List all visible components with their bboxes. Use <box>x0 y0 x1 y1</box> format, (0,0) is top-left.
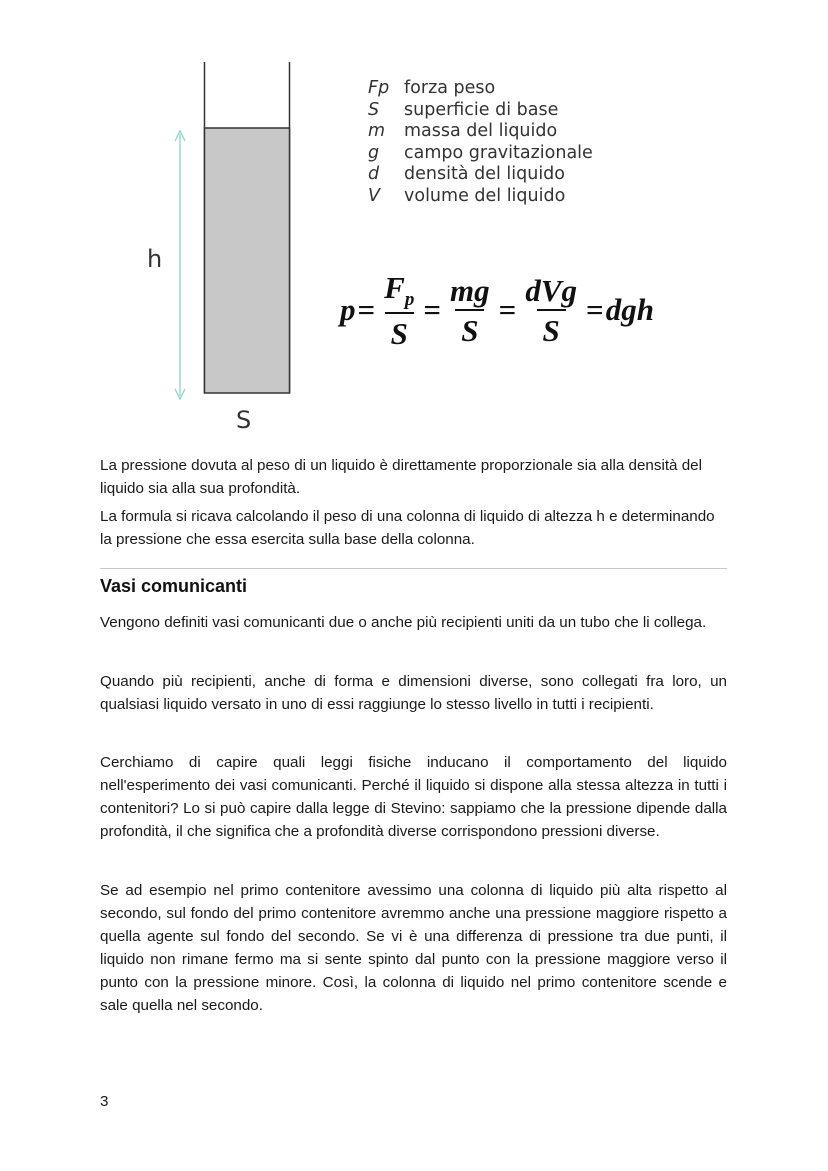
formula-equals: = <box>357 292 376 327</box>
fraction-numerator: F <box>384 269 405 305</box>
legend-row <box>368 100 593 122</box>
paragraph-stevino: Cerchiamo di capire quali leggi fisiche inducano il comportamento del liquido nell'esperimento dei vasi comunicanti. Perché il liquido si dispone alla stessa altezza in tutti i contenitori? Lo si può capire dalla legge di Stevino: sappiamo che la pressione dipende dalla profondità, il che significa che a profondità diverse corrispondono pressioni diverse. <box>100 754 727 840</box>
paragraph-same-level: Quando più recipienti, anche di forma e dimensioni diverse, sono collegati fra loro, un qualsiasi liquido versato in uno di essi raggiunge lo stesso livello in tutti i recipienti. <box>100 673 727 713</box>
section-divider <box>100 568 727 569</box>
legend-symbol: V <box>368 185 380 206</box>
symbol-legend <box>368 78 593 208</box>
legend-symbol: g <box>368 142 380 163</box>
legend-symbol: S <box>368 99 380 120</box>
formula-equals: = <box>498 292 517 327</box>
pressure-figure <box>0 0 828 450</box>
pressure-formula <box>340 270 654 350</box>
paragraph-definition: Vengono definiti vasi comunicanti due o anche più recipienti uniti da un tubo che li collega. <box>100 614 707 631</box>
legend-meaning: campo gravitazionale <box>404 142 593 163</box>
formula-equals: = <box>586 292 604 327</box>
legend-row <box>368 78 593 100</box>
paragraph-example: Se ad esempio nel primo contenitore avessimo una colonna di liquido più alta rispetto al secondo, sul fondo del primo contenitore avremmo anche una pressione maggiore rispetto a quella agente sul fondo del secondo. Se vi è una differenza di pressione tra due punti, il liquido non rimane fermo ma si sente spinto dal punto con la pressione maggiore verso il punto con la pressione minore. Così, la colonna di liquido nel primo contenitore scende e sale quella nel secondo. <box>100 882 727 1014</box>
legend-row <box>368 143 593 165</box>
fraction-denominator: S <box>537 309 566 346</box>
liquid-column <box>205 128 290 393</box>
fraction-denominator: S <box>385 312 414 349</box>
legend-row <box>368 186 593 208</box>
fraction-denominator: S <box>455 309 484 346</box>
legend-meaning: volume del liquido <box>404 185 566 206</box>
fraction-mass <box>446 272 494 348</box>
column-diagram <box>0 0 828 450</box>
formula-lhs: p <box>340 292 356 327</box>
legend-symbol: Fp <box>368 78 390 98</box>
base-label: S <box>236 406 252 434</box>
formula-equals: = <box>423 292 442 327</box>
paragraph-pressure-proportional: La pressione dovuta al peso di un liquido è direttamente proporzionale sia alla densità del liquido sia alla sua profondità. <box>100 457 702 497</box>
legend-row <box>368 121 593 143</box>
legend-symbol: m <box>368 121 386 142</box>
fraction-force <box>380 269 418 351</box>
legend-meaning: superficie di base <box>404 99 559 120</box>
formula-rhs: dgh <box>605 292 654 327</box>
fraction-numerator: dVg <box>525 272 578 308</box>
height-label: h <box>147 245 163 273</box>
fraction-density <box>521 272 581 348</box>
legend-symbol: d <box>368 164 380 185</box>
legend-row <box>368 164 593 186</box>
fraction-subscript: p <box>404 288 415 310</box>
paragraph-formula-derivation: La formula si ricava calcolando il peso di una colonna di liquido di altezza h e determinando la pressione che essa esercita sulla base della colonna. <box>100 508 715 548</box>
legend-meaning: massa del liquido <box>404 121 558 142</box>
page-number: 3 <box>100 1093 109 1110</box>
fraction-numerator: mg <box>450 272 490 308</box>
section-heading: Vasi comunicanti <box>100 576 248 596</box>
legend-meaning: densità del liquido <box>404 164 565 185</box>
legend-meaning: forza peso <box>404 78 496 98</box>
